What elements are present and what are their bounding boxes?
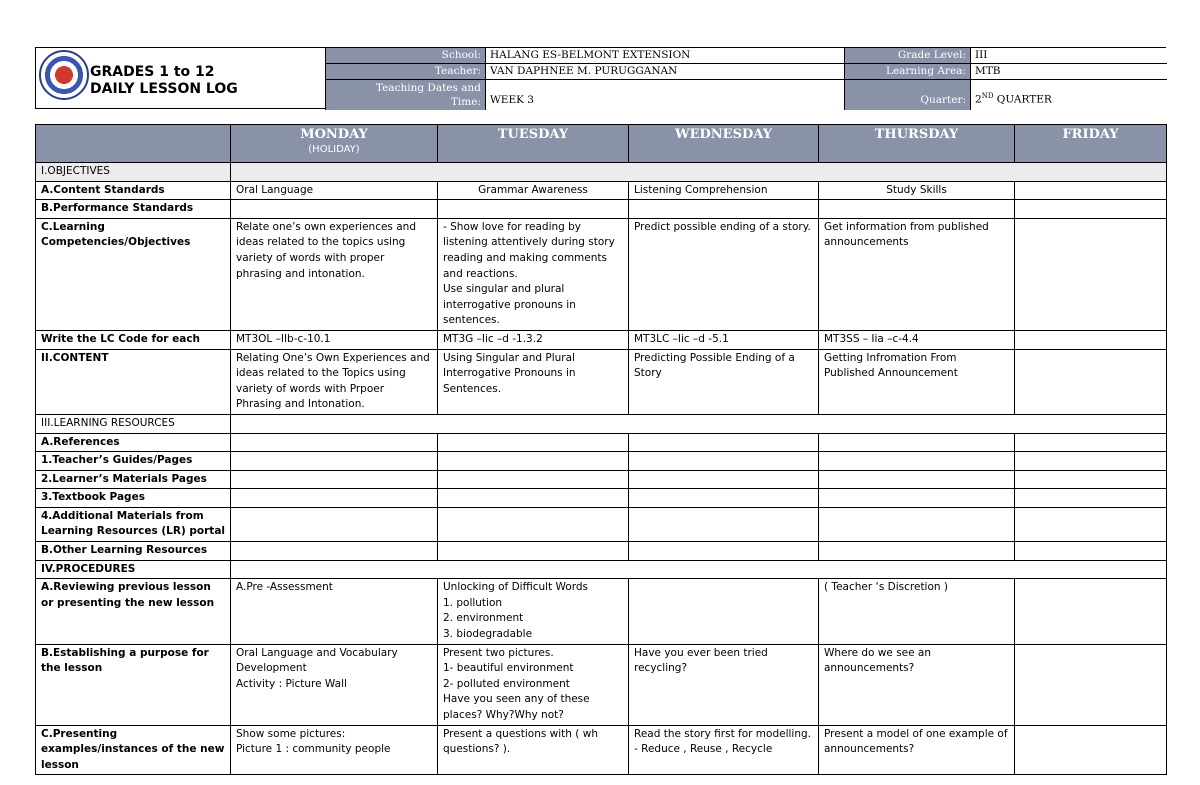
table-row	[36, 470, 1167, 489]
section-fill	[231, 560, 1167, 579]
table-row	[36, 452, 1167, 471]
content-standards-fri	[1015, 181, 1167, 200]
lc-code-thu: MT3SS – Iia –c-4.4	[819, 330, 1015, 349]
lc-code-mon: MT3OL –IIb-c-10.1	[231, 330, 438, 349]
day-friday: FRIDAY	[1015, 125, 1167, 163]
table-row	[36, 349, 1167, 414]
day-monday	[231, 125, 438, 163]
section-row-procedures	[36, 560, 1167, 579]
section-procedures: IV.PROCEDURES	[36, 560, 231, 579]
purpose-tue: Present two pictures. 1- beautiful environment 2- polluted environment Have you seen any of these places? Why?Why not?	[438, 644, 629, 725]
competencies-thu: Get information from published announcements	[819, 218, 1015, 330]
empty-cell	[231, 452, 438, 471]
teaching-dates-label	[325, 80, 485, 110]
content-tue: Using Singular and Plural Interrogative Pronouns in Sentences.	[438, 349, 629, 414]
row-label-teachers-guides: 1.Teacher’s Guides/Pages	[36, 452, 231, 471]
competencies-mon: Relate one’s own experiences and ideas related to the topics using variety of words with proper phrasing and intonation.	[231, 218, 438, 330]
competencies-tue: - Show love for reading by listening attentively during story reading and making comments and reactions. Use singular and plural interrogative pronouns in sentences.	[438, 218, 629, 330]
reviewing-fri	[1015, 579, 1167, 644]
lc-code-wed: MT3LC –Iic –d -5.1	[629, 330, 819, 349]
grade-level-value: III	[970, 48, 1167, 64]
row-label-lc-code: Write the LC Code for each	[36, 330, 231, 349]
empty-cell	[438, 470, 629, 489]
empty-cell	[1015, 470, 1167, 489]
table-row	[36, 725, 1167, 775]
empty-cell	[819, 433, 1015, 452]
row-label-references: A.References	[36, 433, 231, 452]
day-thursday: THURSDAY	[819, 125, 1015, 163]
quarter-suffix: ND	[981, 92, 994, 100]
empty-cell	[438, 452, 629, 471]
examples-mon: Show some pictures: Picture 1 : community people	[231, 725, 438, 775]
purpose-wed: Have you ever been tried recycling?	[629, 644, 819, 725]
competencies-wed: Predict possible ending of a story.	[629, 218, 819, 330]
section-objectives: I.OBJECTIVES	[36, 163, 231, 182]
table-row	[36, 489, 1167, 508]
empty-cell	[438, 433, 629, 452]
empty-cell	[1015, 452, 1167, 471]
empty-cell	[1015, 542, 1167, 561]
section-row-learning-resources	[36, 414, 1167, 433]
teacher-value: VAN DAPHNEE M. PURUGGANAN	[485, 64, 844, 80]
section-fill	[231, 163, 1167, 182]
row-label-examples: C.Presenting examples/instances of the new lesson	[36, 725, 231, 775]
empty-cell	[1015, 507, 1167, 541]
reviewing-thu: ( Teacher ‘s Discretion )	[819, 579, 1015, 644]
empty-cell	[1015, 489, 1167, 508]
table-row	[36, 542, 1167, 561]
grade-level-label: Grade Level:	[844, 48, 970, 64]
day-tuesday: TUESDAY	[438, 125, 629, 163]
table-row	[36, 330, 1167, 349]
row-label-purpose: B.Establishing a purpose for the lesson	[36, 644, 231, 725]
teaching-dates-label-line-2: Time:	[450, 96, 481, 108]
empty-cell	[1015, 200, 1167, 219]
lc-code-tue: MT3G –Iic –d -1.3.2	[438, 330, 629, 349]
quarter-value	[970, 80, 1167, 110]
quarter-number: 2	[975, 93, 982, 106]
empty-cell	[231, 470, 438, 489]
quarter-text: QUARTER	[993, 93, 1052, 106]
lesson-log-header	[35, 47, 1166, 109]
empty-cell	[231, 542, 438, 561]
row-label-learners-materials: 2.Learner’s Materials Pages	[36, 470, 231, 489]
purpose-fri	[1015, 644, 1167, 725]
table-row	[36, 200, 1167, 219]
teaching-dates-label-line-1: Teaching Dates and	[375, 82, 481, 94]
empty-cell	[231, 200, 438, 219]
quarter-label: Quarter:	[844, 80, 970, 110]
section-fill	[231, 414, 1167, 433]
lesson-log-table	[35, 124, 1167, 775]
row-label-performance-standards: B.Performance Standards	[36, 200, 231, 219]
reviewing-wed	[629, 579, 819, 644]
empty-cell	[819, 200, 1015, 219]
empty-cell	[438, 489, 629, 508]
reviewing-tue: Unlocking of Difficult Words 1. pollution 2. environment 3. biodegradable	[438, 579, 629, 644]
empty-cell	[819, 452, 1015, 471]
content-standards-thu: Study Skills	[819, 181, 1015, 200]
row-label-reviewing: A.Reviewing previous lesson or presenting the new lesson	[36, 579, 231, 644]
empty-cell	[438, 507, 629, 541]
day-monday-label: MONDAY	[300, 127, 368, 142]
teacher-label: Teacher:	[325, 64, 485, 80]
empty-cell	[231, 489, 438, 508]
content-standards-wed: Listening Comprehension	[629, 181, 819, 200]
content-thu: Getting Infromation From Published Announcement	[819, 349, 1015, 414]
content-standards-mon: Oral Language	[231, 181, 438, 200]
title-line-2: DAILY LESSON LOG	[90, 81, 238, 97]
table-row	[36, 579, 1167, 644]
header-info-grid	[325, 48, 1167, 110]
empty-cell	[629, 470, 819, 489]
examples-fri	[1015, 725, 1167, 775]
learning-area-value: MTB	[970, 64, 1167, 80]
reviewing-mon: A.Pre -Assessment	[231, 579, 438, 644]
empty-cell	[819, 507, 1015, 541]
school-value: HALANG ES-BELMONT EXTENSION	[485, 48, 844, 64]
content-fri	[1015, 349, 1167, 414]
document-title	[90, 64, 238, 98]
content-mon: Relating One’s Own Experiences and ideas related to the Topics using variety of words with Prpoer Phrasing and Intonation.	[231, 349, 438, 414]
empty-cell	[629, 507, 819, 541]
empty-cell	[819, 489, 1015, 508]
title-line-1: GRADES 1 to 12	[90, 64, 215, 80]
table-row	[36, 181, 1167, 200]
lc-code-fri	[1015, 330, 1167, 349]
table-row	[36, 644, 1167, 725]
purpose-thu: Where do we see an announcements?	[819, 644, 1015, 725]
day-wednesday: WEDNESDAY	[629, 125, 819, 163]
empty-cell	[231, 507, 438, 541]
empty-cell	[819, 470, 1015, 489]
table-row	[36, 507, 1167, 541]
examples-tue: Present a questions with ( wh questions? ).	[438, 725, 629, 775]
content-wed: Predicting Possible Ending of a Story	[629, 349, 819, 414]
row-label-content-standards: A.Content Standards	[36, 181, 231, 200]
deped-seal-icon	[39, 50, 89, 100]
empty-cell	[629, 433, 819, 452]
section-row-objectives	[36, 163, 1167, 182]
examples-thu: Present a model of one example of announcements?	[819, 725, 1015, 775]
row-label-content: II.CONTENT	[36, 349, 231, 414]
empty-cell	[629, 200, 819, 219]
row-label-additional-materials: 4.Additional Materials from Learning Resources (LR) portal	[36, 507, 231, 541]
empty-cell	[438, 200, 629, 219]
teaching-dates-value: WEEK 3	[485, 80, 844, 110]
purpose-mon: Oral Language and Vocabulary Development Activity : Picture Wall	[231, 644, 438, 725]
row-label-competencies: C.Learning Competencies/Objectives	[36, 218, 231, 330]
corner-cell	[36, 125, 231, 163]
examples-wed: Read the story first for modelling. - Reduce , Reuse , Recycle	[629, 725, 819, 775]
empty-cell	[438, 542, 629, 561]
empty-cell	[629, 452, 819, 471]
school-label: School:	[325, 48, 485, 64]
learning-area-label: Learning Area:	[844, 64, 970, 80]
row-label-textbook-pages: 3.Textbook Pages	[36, 489, 231, 508]
competencies-fri	[1015, 218, 1167, 330]
section-learning-resources: III.LEARNING RESOURCES	[36, 414, 231, 433]
row-label-other-resources: B.Other Learning Resources	[36, 542, 231, 561]
empty-cell	[629, 542, 819, 561]
empty-cell	[231, 433, 438, 452]
empty-cell	[629, 489, 819, 508]
day-header-row	[36, 125, 1167, 163]
content-standards-tue: Grammar Awareness	[438, 181, 629, 200]
holiday-note: (HOLIDAY)	[308, 143, 360, 155]
empty-cell	[1015, 433, 1167, 452]
table-row	[36, 218, 1167, 330]
table-row	[36, 433, 1167, 452]
empty-cell	[819, 542, 1015, 561]
